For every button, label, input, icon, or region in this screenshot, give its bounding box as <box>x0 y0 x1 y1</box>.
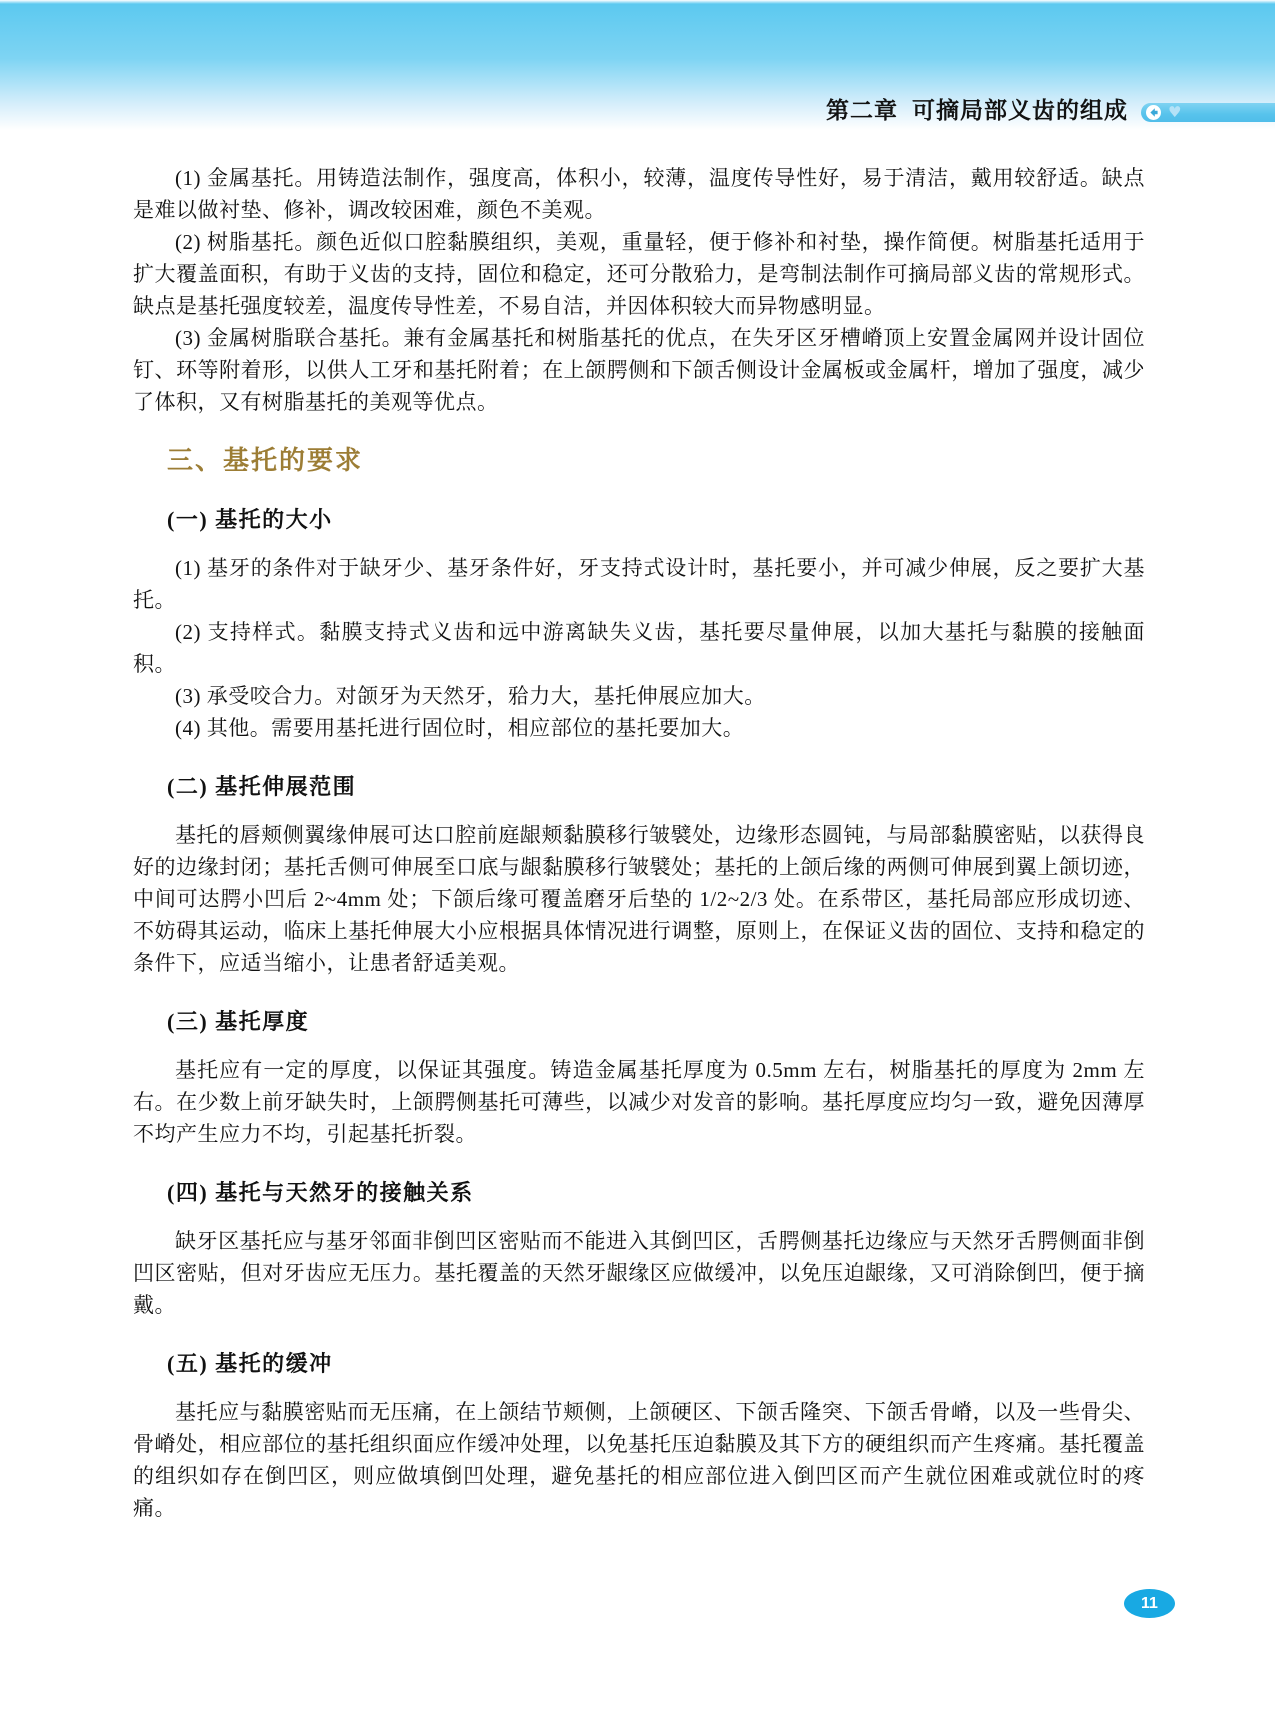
paragraph-size-item-1: (1) 基牙的条件对于缺牙少、基牙条件好，牙支持式设计时，基托要小，并可减少伸展，反之要扩大基托。 <box>133 556 1145 612</box>
chapter-title: 可摘局部义齿的组成 <box>912 97 1128 123</box>
paragraph-contact-with-natural-teeth: 缺牙区基托应与基牙邻面非倒凹区密贴而不能进入其倒凹区，舌腭侧基托边缘应与天然牙舌腭侧面非倒凹区密贴，但对牙齿应无压力。基托覆盖的天然牙龈缘区应做缓冲，以免压迫龈缘，又可消除倒凹，便于摘戴。 <box>133 1229 1145 1317</box>
page-body <box>0 130 1275 1524</box>
running-head <box>826 92 1128 125</box>
paragraph-size-item-3: (3) 承受咬合力。对颌牙为天然牙，𬌗力大，基托伸展应加大。 <box>175 684 766 708</box>
paragraph-base-thickness: 基托应有一定的厚度，以保证其强度。铸造金属基托厚度为 0.5mm 左右，树脂基托的厚度为 2mm 左右。在少数上前牙缺失时，上颌腭侧基托可薄些，以减少对发音的影响。基托厚度应均匀一致，避免因薄厚不均产生应力不均，引起基托折裂。 <box>133 1058 1145 1146</box>
paragraph-metal-base: (1) 金属基托。用铸造法制作，强度高，体积小，较薄，温度传导性好，易于清洁，戴用较舒适。缺点是难以做衬垫、修补，调改较困难，颜色不美观。 <box>133 166 1145 222</box>
page-number-badge: 11 <box>1124 1589 1175 1618</box>
section-heading-base-requirements: 三、基托的要求 <box>167 445 364 475</box>
paragraph-size-item-4: (4) 其他。需要用基托进行固位时，相应部位的基托要加大。 <box>175 716 745 740</box>
subheading-extension-range: (二) 基托伸展范围 <box>167 774 357 799</box>
paragraph-size-item-2: (2) 支持样式。黏膜支持式义齿和远中游离缺失义齿，基托要尽量伸展，以加大基托与黏膜的接触面积。 <box>133 620 1145 676</box>
paragraph-combined-base: (3) 金属树脂联合基托。兼有金属基托和树脂基托的优点，在失牙区牙槽嵴顶上安置金属网并设计固位钉、环等附着形，以供人工牙和基托附着；在上颌腭侧和下颌舌侧设计金属板或金属杆，增加了强度，减少了体积，又有树脂基托的美观等优点。 <box>133 326 1145 414</box>
subheading-base-thickness: (三) 基托厚度 <box>167 1009 310 1034</box>
paragraph-resin-base: (2) 树脂基托。颜色近似口腔黏膜组织，美观，重量轻，便于修补和衬垫，操作简便。树脂基托适用于扩大覆盖面积，有助于义齿的支持，固位和稳定，还可分散𬌗力，是弯制法制作可摘局部义齿的常规形式。缺点是基托强度较差，温度传导性差，不易自洁，并因体积较大而异物感明显。 <box>133 230 1145 318</box>
chapter-label: 第二章 <box>826 97 898 123</box>
subheading-base-size: (一) 基托的大小 <box>167 507 333 532</box>
paragraph-extension-range: 基托的唇颊侧翼缘伸展可达口腔前庭龈颊黏膜移行皱襞处，边缘形态圆钝，与局部黏膜密贴，以获得良好的边缘封闭；基托舌侧可伸展至口底与龈黏膜移行皱襞处；基托的上颌后缘的两侧可伸展到翼上颌切迹，中间可达腭小凹后 2~4mm 处；下颌后缘可覆盖磨牙后垫的 1/2~2/3 处。在系带区，基托局部应形成切迹、不妨碍其运动，临床上基托伸展大小应根据具体情况进行调整，原则上，在保证义齿的固位、支持和稳定的条件下，应适当缩小，让患者舒适美观。 <box>133 823 1145 975</box>
subheading-contact-with-natural-teeth: (四) 基托与天然牙的接触关系 <box>167 1180 474 1205</box>
paragraph-base-relief: 基托应与黏膜密贴而无压痛，在上颌结节颊侧，上颌硬区、下颌舌隆突、下颌舌骨嵴，以及一些骨尖、骨嵴处，相应部位的基托组织面应作缓冲处理，以免基托压迫黏膜及其下方的硬组织而产生疼痛。基托覆盖的组织如存在倒凹区，则应做填倒凹处理，避免基托的相应部位进入倒凹区而产生就位困难或就位时的疼痛。 <box>133 1400 1145 1520</box>
subheading-base-relief: (五) 基托的缓冲 <box>167 1351 333 1376</box>
header-accent-bar <box>1141 103 1275 122</box>
back-arrow-icon <box>1146 105 1161 120</box>
header-band <box>0 0 1275 130</box>
heart-icon: ♥ <box>1168 103 1182 121</box>
